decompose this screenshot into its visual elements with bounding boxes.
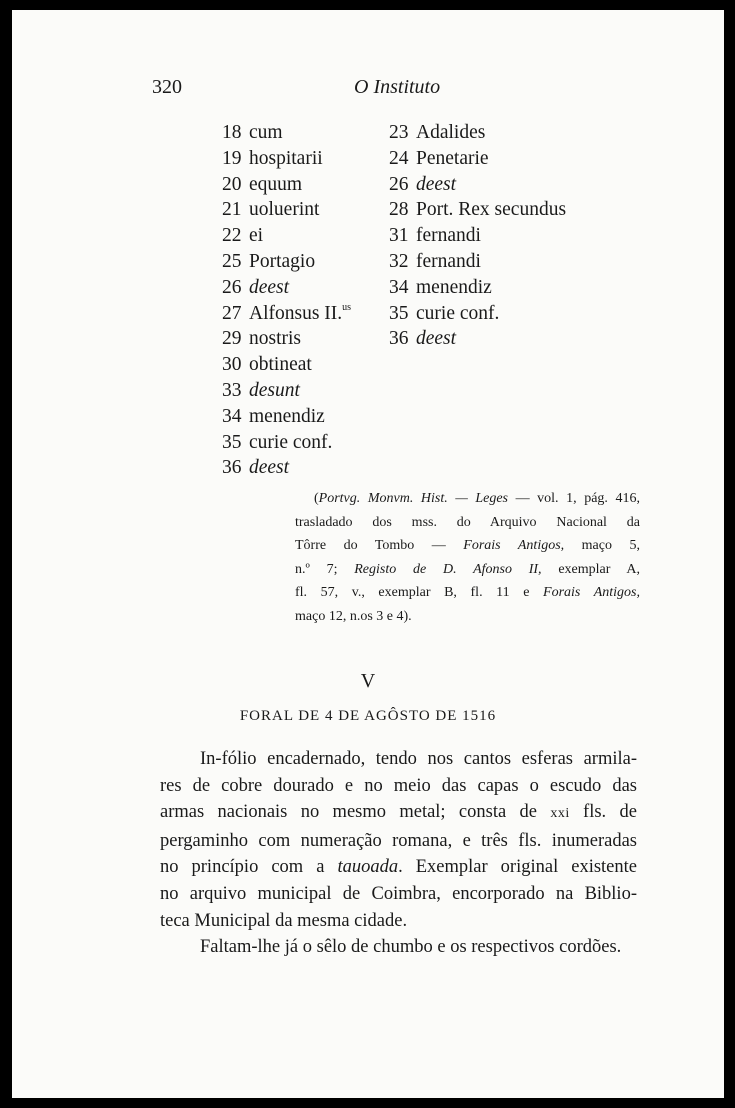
- variant-reading: curie conf.: [249, 431, 333, 453]
- section-heading: FORAL DE 4 DE AGÔSTO DE 1516: [239, 708, 497, 724]
- variant-line-number: 34: [389, 276, 409, 298]
- variant-entry: [389, 326, 566, 352]
- variant-entry: [389, 146, 566, 172]
- variant-reading: desunt: [249, 379, 300, 401]
- variant-reading: deest: [416, 173, 457, 195]
- variant-line-number: 25: [222, 250, 242, 272]
- variant-entry: [222, 120, 351, 146]
- source-citation: [295, 487, 640, 628]
- variant-reading: nostris: [249, 328, 302, 350]
- variant-reading: Alfonsus II.: [249, 302, 343, 324]
- variant-reading: fernandi: [416, 225, 481, 247]
- variant-line-number: 23: [389, 122, 409, 143]
- variant-entry: [389, 275, 566, 301]
- book-page: [12, 10, 724, 1098]
- variant-entry: [222, 249, 351, 275]
- variant-line-number: 30: [222, 354, 242, 376]
- variant-line-number: 32: [389, 250, 409, 272]
- citation-line-3: Tôrre do Tombo — Forais Antigos, maço 5,: [295, 538, 640, 553]
- variant-line-number: 27: [222, 302, 242, 324]
- section-numeral: V: [360, 670, 376, 692]
- variant-reading: equum: [249, 173, 303, 195]
- variant-line-number: 24: [389, 147, 409, 169]
- variant-entry: [222, 223, 351, 249]
- body-paragraphs: [160, 746, 637, 961]
- variant-reading: uoluerint: [249, 199, 320, 221]
- body-line-7: teca Municipal da mesma cidade.: [160, 910, 408, 931]
- body-line-6: no arquivo municipal de Coimbra, encorporado na Biblio-: [160, 883, 637, 904]
- variant-entry: [389, 301, 566, 327]
- citation-line-6: maço 12, n.os 3 e 4).: [295, 608, 412, 624]
- variant-entry: [222, 146, 351, 172]
- variant-reading: Port. Rex secundus: [416, 199, 567, 221]
- variant-line-number: 34: [222, 405, 242, 427]
- variant-entry: [222, 172, 351, 198]
- variant-reading: Adalides: [416, 122, 486, 143]
- variant-reading: deest: [416, 328, 457, 350]
- variant-line-number: 35: [222, 431, 242, 453]
- variant-entry: [222, 197, 351, 223]
- variant-line-number: 29: [222, 328, 242, 350]
- variant-line-number: 21: [222, 199, 242, 221]
- variant-entry: [222, 301, 351, 327]
- variant-reading: deest: [249, 276, 290, 298]
- variant-line-number: 33: [222, 379, 242, 401]
- body-line-2: res de cobre dourado e no meio das capas o escudo das: [160, 775, 637, 796]
- variant-reading: obtineat: [249, 354, 312, 376]
- variant-entry: [222, 326, 351, 352]
- variant-entry: [389, 249, 566, 275]
- variant-reading: Penetarie: [416, 147, 489, 169]
- variant-entry: [389, 197, 566, 223]
- variant-reading: Portagio: [249, 250, 316, 272]
- variant-reading: hospitarii: [249, 147, 323, 169]
- body-line-3: armas nacionais no mesmo metal; consta de xxi fls. de: [160, 802, 637, 823]
- citation-line-1: (Portvg. Monvm. Hist. — Leges — vol. 1, pág. 416,: [314, 491, 640, 506]
- running-title: O Instituto: [354, 76, 441, 98]
- citation-line-5: fl. 57, v., exemplar B, fl. 11 e Forais Antigos,: [295, 585, 641, 600]
- variant-line-number: 22: [222, 225, 242, 247]
- variant-line-number: 36: [222, 457, 242, 479]
- variant-entry: [222, 352, 351, 378]
- variant-line-number: 26: [389, 173, 409, 195]
- variant-entry: [389, 172, 566, 198]
- variant-entry: [222, 404, 351, 430]
- citation-line-2: trasladado dos mss. do Arquivo Nacional da: [295, 514, 640, 530]
- variant-reading: menendiz: [249, 405, 325, 427]
- variant-reading: menendiz: [416, 276, 492, 298]
- body-line-8: Faltam-lhe já o sêlo de chumbo e os respectivos cordões.: [200, 937, 622, 958]
- variant-line-number: 19: [222, 147, 242, 169]
- variant-line-number: 35: [389, 302, 409, 324]
- variants-list-left: [222, 120, 351, 481]
- variant-line-number: 36: [389, 328, 409, 350]
- variant-reading: curie conf.: [416, 302, 500, 324]
- variant-superscript: us: [342, 301, 352, 313]
- variant-line-number: 20: [222, 173, 242, 195]
- body-line-1: In-fólio encadernado, tendo nos cantos esferas armila-: [200, 749, 637, 769]
- variant-reading: fernandi: [416, 250, 481, 272]
- variant-reading: ei: [249, 225, 264, 247]
- variant-entry: [222, 378, 351, 404]
- body-line-4: pergaminho com numeração romana, e três fls. inumeradas: [160, 830, 637, 851]
- page-number: 320: [152, 76, 182, 98]
- variant-reading: deest: [249, 457, 290, 479]
- variant-line-number: 26: [222, 276, 242, 298]
- variants-list-right: [389, 120, 566, 352]
- variant-reading: cum: [249, 122, 283, 143]
- variant-entry: [389, 120, 566, 146]
- citation-line-4: n.º 7; Registo de D. Afonso II, exemplar A,: [295, 561, 640, 577]
- body-line-5: no princípio com a tauoada. Exemplar original existente: [160, 857, 637, 878]
- variant-line-number: 28: [389, 199, 409, 221]
- variant-entry: [222, 275, 351, 301]
- variant-entry: [222, 430, 351, 456]
- variant-line-number: 31: [389, 225, 409, 247]
- variant-entry: [222, 455, 351, 481]
- variant-line-number: 18: [222, 122, 242, 143]
- variant-entry: [389, 223, 566, 249]
